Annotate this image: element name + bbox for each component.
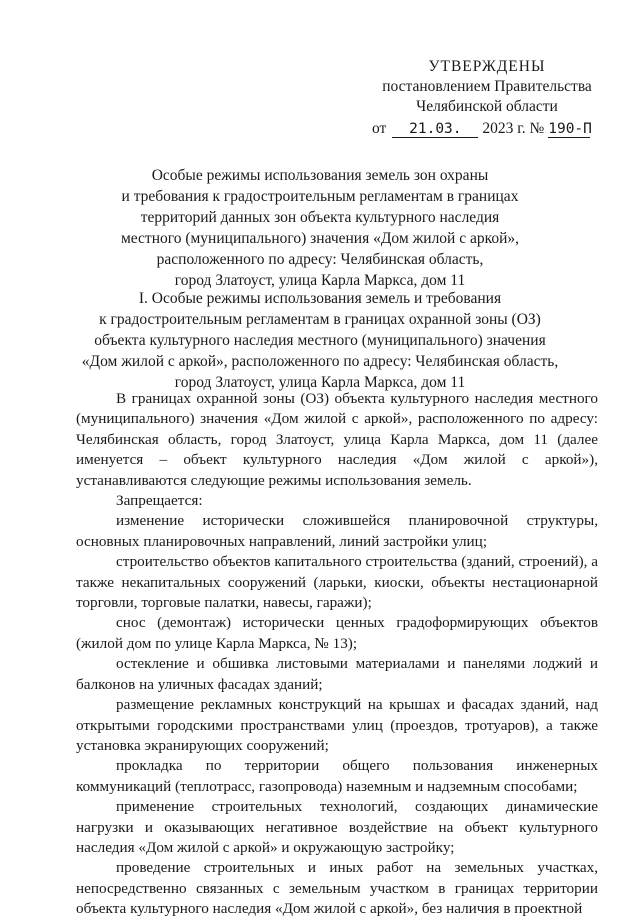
date-prefix: от xyxy=(372,120,387,137)
section-title-line: I. Особые режимы использования земель и требования xyxy=(138,290,502,307)
document-title-line: и требования к градостроительным регламентам в границах xyxy=(121,188,519,205)
body-paragraph: строительство объектов капитального строительства (зданий, строений), а также некапитальных сооружений (ларьки, киоски, объекты нестационарной торговли, торговые палатки, навесы, гаражи); xyxy=(76,553,598,612)
body-paragraph: применение строительных технологий, создающих динамические нагрузки и оказывающих негативное воздействие на объект культурного наследия «Дом жилой с аркой» и окружающую застройку; xyxy=(76,798,598,856)
body-paragraph: В границах охранной зоны (ОЗ) объекта культурного наследия местного (муниципального) значения «Дом жилой с аркой», расположенного по адресу: Челябинская область, город Златоуст, улица Карла Маркса, дом 11 (далее именуется – объект культурного наследия «Дом жилой с аркой»), устанавливаются следующие режимы использования земель. xyxy=(76,390,598,489)
section-title-line: город Златоуст, улица Карла Маркса, дом 11 xyxy=(174,374,466,391)
section-title-line: объекта культурного наследия местного (муниципального) значения xyxy=(94,332,546,349)
section-title-line: «Дом жилой с аркой», расположенного по адресу: Челябинская область, xyxy=(81,353,559,370)
document-title-line: Особые режимы использования земель зон охраны xyxy=(151,167,489,184)
body-paragraph: проведение строительных и иных работ на земельных участках, непосредственно связанных с земельным участком в границах территории объекта культурного наследия «Дом жилой с аркой», без наличия в проектной xyxy=(76,859,598,918)
body-paragraph: Запрещается: xyxy=(116,492,203,510)
body-paragraph: снос (демонтаж) исторически ценных градоформирующих объектов (жилой дом по улице Карла Маркса, № 13); xyxy=(76,614,598,652)
section-title xyxy=(60,288,580,393)
year-text: 2023 г. № xyxy=(482,120,545,137)
document-title-line: местного (муниципального) значения «Дом жилой с аркой», xyxy=(120,230,520,247)
document-title xyxy=(60,165,580,291)
approval-line-1: постановлением Правительства xyxy=(382,78,592,95)
body-paragraph: изменение исторически сложившейся планировочной структуры, основных планировочных направлений, линий застройки улиц; xyxy=(76,512,598,550)
document-body xyxy=(76,389,598,920)
body-paragraph: остекление и обшивка листовыми материалами и панелями лоджий и балконов на уличных фасадах зданий; xyxy=(76,655,598,693)
section-title-line: к градостроительным регламентам в границах охранной зоны (ОЗ) xyxy=(99,311,541,328)
approval-date-line xyxy=(372,119,602,139)
approval-stamp xyxy=(372,57,602,139)
document-title-line: территорий данных зон объекта культурного наследия xyxy=(140,209,500,226)
body-paragraph: размещение рекламных конструкций на крышах и фасадах зданий, над открытыми городскими пространствами улиц (проездов, тротуаров), а также установка экранирующих сооружений; xyxy=(76,696,598,754)
date-value: 21.03. xyxy=(392,121,478,138)
approval-line-2: Челябинской области xyxy=(416,98,558,115)
document-title-line: город Златоуст, улица Карла Маркса, дом 11 xyxy=(174,272,466,289)
approval-heading: УТВЕРЖДЕНЫ xyxy=(428,58,546,75)
document-title-line: расположенного по адресу: Челябинская область, xyxy=(156,251,484,268)
body-paragraph: прокладка по территории общего пользования инженерных коммуникаций (теплотрасс, газопровода) наземным и надземным способами; xyxy=(76,757,598,795)
decree-number: 190-П xyxy=(548,121,592,137)
